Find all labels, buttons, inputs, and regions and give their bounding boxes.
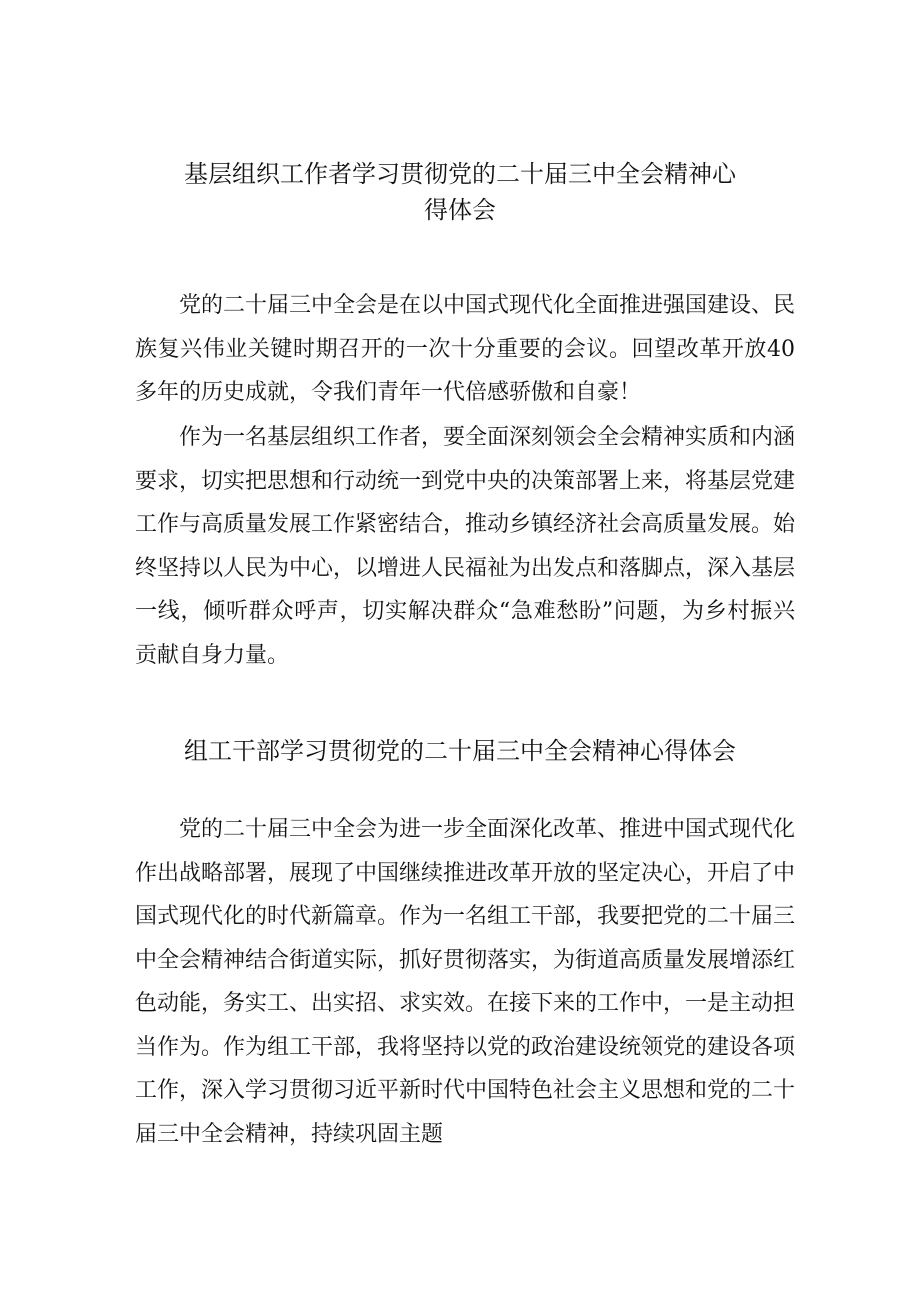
article-1-title-line-1: 基层组织工作者学习贯彻党的二十届三中全会精神心 [184, 160, 736, 188]
article-1-paragraph-1: 党的二十届三中全会是在以中国式现代化全面推进强国建设、民族复兴伟业关键时期召开的一次十分重要的会议。回望改革开放40多年的历史成就，令我们青年一代倍感骄傲和自豪！ [135, 293, 796, 405]
article-1-title [130, 156, 790, 228]
article-2-title: 组工干部学习贯彻党的二十届三中全会精神心得体会 [184, 737, 736, 765]
article-2-paragraph-1: 党的二十届三中全会为进一步全面深化改革、推进中国式现代化作出战略部署，展现了中国继续推进改革开放的坚定决心，开启了中国式现代化的时代新篇章。作为一名组工干部，我要把党的二十届三中全会精神结合街道实际，抓好贯彻落实，为街道高质量发展增添红色动能，务实工、出实招、求实效。在接下来的工作中，一是主动担当作为。作为组工干部，我将坚持以党的政治建设统领党的建设各项工作，深入学习贯彻习近平新时代中国特色社会主义思想和党的二十届三中全会精神，持续巩固主题 [135, 817, 796, 1147]
article-1-paragraph-2: 作为一名基层组织工作者，要全面深刻领会全会精神实质和内涵要求，切实把思想和行动统一到党中央的决策部署上来，将基层党建工作与高质量发展工作紧密结合，推动乡镇经济社会高质量发展。始终坚持以人民为中心，以增进人民福祉为出发点和落脚点，深入基层一线，倾听群众呼声，切实解决群众“急难愁盼”问题，为乡村振兴贡献自身力量。 [135, 425, 796, 668]
article-1-title-line-2: 得体会 [424, 196, 496, 224]
